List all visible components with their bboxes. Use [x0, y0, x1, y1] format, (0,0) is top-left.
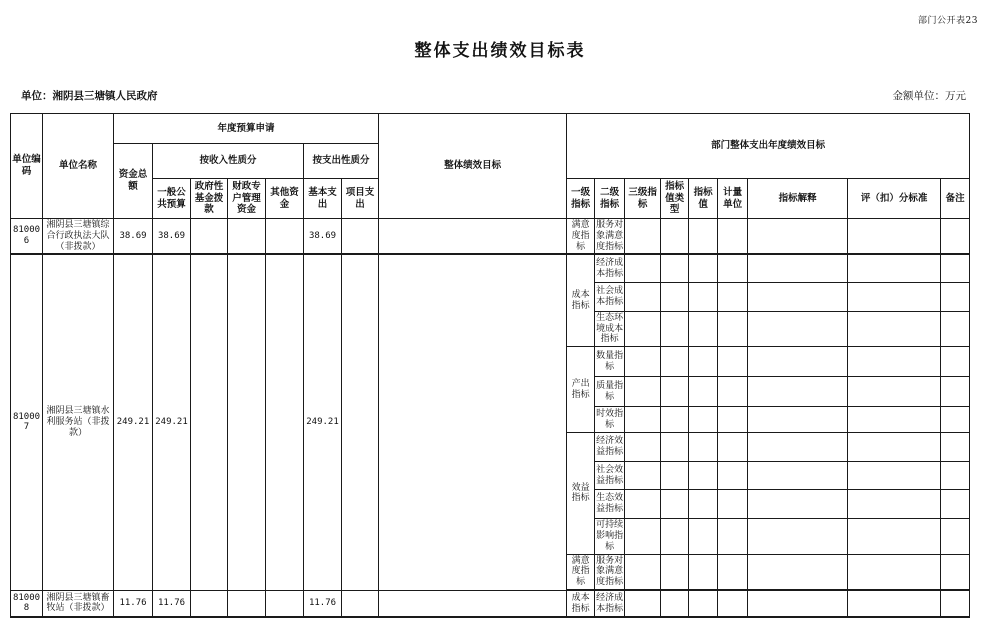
empty-cell: [661, 433, 689, 462]
amount-unit-label: 金额单位：万元: [892, 90, 966, 102]
page-title: 整体支出绩效目标表: [414, 41, 586, 61]
cell-level2-indicator: 经济效益指标: [595, 433, 625, 462]
cell-level1-indicator: 成本指标: [567, 254, 595, 346]
empty-cell: [661, 490, 689, 519]
col-header-measure-unit: 计量单位: [718, 179, 748, 219]
col-header-general-public-budget: 一般公共预算: [153, 179, 191, 219]
empty-cell: [661, 311, 689, 346]
empty-cell: [625, 219, 661, 255]
cell-unit-name: 湘阴县三塘镇畜牧站（非拨款）: [43, 590, 114, 617]
cell-basic-expenditure: 249.21: [304, 254, 342, 590]
empty-cell: [718, 407, 748, 433]
empty-cell: [941, 407, 970, 433]
empty-cell: [941, 462, 970, 490]
performance-target-table: [10, 113, 970, 618]
cell-unit-code: 810006: [11, 219, 43, 255]
empty-cell: [689, 254, 718, 282]
empty-cell: [689, 433, 718, 462]
cell-level2-indicator: 服务对象满意度指标: [595, 554, 625, 590]
cell-unit-code: 810008: [11, 590, 43, 617]
cell-level2-indicator: 可持续影响指标: [595, 519, 625, 554]
col-header-basic-expenditure: 基本支出: [304, 179, 342, 219]
empty-cell: [718, 219, 748, 255]
col-header-by-expense-nature: 按支出性质分: [304, 144, 379, 179]
cell-level2-indicator: 质量指标: [595, 377, 625, 407]
empty-cell: [689, 490, 718, 519]
cell-level2-indicator: 数量指标: [595, 347, 625, 377]
cell-total-funds: 38.69: [114, 219, 153, 255]
cell-general-public-budget: 11.76: [153, 590, 191, 617]
col-header-level3-indicator: 三级指标: [625, 179, 661, 219]
empty-cell: [228, 254, 266, 590]
empty-cell: [748, 282, 848, 311]
col-header-other-funds: 其他资金: [266, 179, 304, 219]
empty-cell: [941, 219, 970, 255]
empty-cell: [748, 407, 848, 433]
cell-level1-indicator: 产出指标: [567, 347, 595, 433]
empty-cell: [689, 219, 718, 255]
empty-cell: [342, 219, 379, 255]
col-header-overall-perf-target: 整体绩效目标: [379, 114, 567, 219]
empty-cell: [661, 282, 689, 311]
empty-cell: [848, 219, 941, 255]
empty-cell: [748, 377, 848, 407]
empty-cell: [941, 490, 970, 519]
empty-cell: [941, 311, 970, 346]
cell-level1-indicator: 满意度指标: [567, 554, 595, 590]
empty-cell: [848, 433, 941, 462]
empty-cell: [748, 462, 848, 490]
empty-cell: [848, 590, 941, 617]
empty-cell: [661, 347, 689, 377]
empty-cell: [848, 282, 941, 311]
cell-total-funds: 11.76: [114, 590, 153, 617]
unit-label: 单位：湘阴县三塘镇人民政府: [21, 90, 158, 102]
empty-cell: [625, 377, 661, 407]
empty-cell: [625, 519, 661, 554]
cell-level1-indicator: 满意度指标: [567, 219, 595, 255]
empty-cell: [718, 347, 748, 377]
col-header-fiscal-account-funds: 财政专户管理资金: [228, 179, 266, 219]
empty-cell: [718, 554, 748, 590]
empty-cell: [661, 519, 689, 554]
empty-cell: [941, 254, 970, 282]
empty-cell: [941, 519, 970, 554]
cell-general-public-budget: 38.69: [153, 219, 191, 255]
empty-cell: [941, 282, 970, 311]
cell-unit-code: 810007: [11, 254, 43, 590]
doc-ref-label: 部门公开表23: [918, 16, 978, 26]
empty-cell: [342, 254, 379, 590]
col-header-by-income-nature: 按收入性质分: [153, 144, 304, 179]
empty-cell: [625, 433, 661, 462]
col-header-score-standard: 评（扣）分标准: [848, 179, 941, 219]
empty-cell: [625, 490, 661, 519]
empty-cell: [661, 377, 689, 407]
empty-cell: [625, 554, 661, 590]
cell-level2-indicator: 服务对象满意度指标: [595, 219, 625, 255]
empty-cell: [625, 347, 661, 377]
empty-cell: [748, 254, 848, 282]
empty-cell: [661, 590, 689, 617]
col-header-unit-code: 单位编码: [11, 114, 43, 219]
empty-cell: [625, 590, 661, 617]
cell-level2-indicator: 生态环境成本指标: [595, 311, 625, 346]
empty-cell: [848, 490, 941, 519]
cell-overall-perf-target: [379, 254, 567, 590]
empty-cell: [661, 254, 689, 282]
empty-cell: [748, 554, 848, 590]
empty-cell: [748, 433, 848, 462]
col-header-unit-name: 单位名称: [43, 114, 114, 219]
cell-overall-perf-target: [379, 219, 567, 255]
empty-cell: [941, 433, 970, 462]
cell-level2-indicator: 生态效益指标: [595, 490, 625, 519]
cell-level2-indicator: 社会成本指标: [595, 282, 625, 311]
empty-cell: [689, 407, 718, 433]
empty-cell: [342, 590, 379, 617]
cell-basic-expenditure: 38.69: [304, 219, 342, 255]
cell-general-public-budget: 249.21: [153, 254, 191, 590]
empty-cell: [718, 377, 748, 407]
empty-cell: [718, 590, 748, 617]
cell-level1-indicator: 效益指标: [567, 433, 595, 554]
empty-cell: [661, 407, 689, 433]
cell-basic-expenditure: 11.76: [304, 590, 342, 617]
empty-cell: [848, 311, 941, 346]
empty-cell: [689, 462, 718, 490]
col-header-indicator-explain: 指标解释: [748, 179, 848, 219]
empty-cell: [718, 490, 748, 519]
cell-level1-indicator: 成本指标: [567, 590, 595, 617]
col-header-remark: 备注: [941, 179, 970, 219]
empty-cell: [848, 347, 941, 377]
col-header-level2-indicator: 二级指标: [595, 179, 625, 219]
empty-cell: [689, 377, 718, 407]
cell-unit-name: 湘阴县三塘镇水利服务站（非拨款）: [43, 254, 114, 590]
empty-cell: [941, 347, 970, 377]
empty-cell: [848, 407, 941, 433]
empty-cell: [689, 519, 718, 554]
empty-cell: [848, 462, 941, 490]
empty-cell: [718, 311, 748, 346]
empty-cell: [689, 282, 718, 311]
empty-cell: [941, 377, 970, 407]
empty-cell: [941, 554, 970, 590]
col-header-indicator-value: 指标值: [689, 179, 718, 219]
col-header-indicator-value-type: 指标值类型: [661, 179, 689, 219]
empty-cell: [718, 462, 748, 490]
empty-cell: [718, 254, 748, 282]
empty-cell: [625, 407, 661, 433]
cell-level2-indicator: 经济成本指标: [595, 254, 625, 282]
empty-cell: [661, 462, 689, 490]
col-header-annual-budget-request: 年度预算申请: [114, 114, 379, 144]
empty-cell: [748, 347, 848, 377]
empty-cell: [848, 519, 941, 554]
empty-cell: [625, 254, 661, 282]
empty-cell: [848, 377, 941, 407]
empty-cell: [191, 219, 228, 255]
empty-cell: [718, 282, 748, 311]
empty-cell: [661, 219, 689, 255]
empty-cell: [625, 462, 661, 490]
empty-cell: [689, 590, 718, 617]
col-header-dept-annual-perf-target: 部门整体支出年度绩效目标: [567, 114, 970, 179]
col-header-total-funds: 资金总额: [114, 144, 153, 219]
empty-cell: [748, 590, 848, 617]
empty-cell: [228, 590, 266, 617]
cell-total-funds: 249.21: [114, 254, 153, 590]
empty-cell: [266, 590, 304, 617]
empty-cell: [748, 519, 848, 554]
cell-level2-indicator: 时效指标: [595, 407, 625, 433]
cell-overall-perf-target: [379, 590, 567, 617]
empty-cell: [689, 347, 718, 377]
empty-cell: [941, 590, 970, 617]
empty-cell: [748, 219, 848, 255]
empty-cell: [848, 254, 941, 282]
empty-cell: [718, 519, 748, 554]
empty-cell: [748, 311, 848, 346]
empty-cell: [661, 554, 689, 590]
empty-cell: [625, 282, 661, 311]
cell-level2-indicator: 经济成本指标: [595, 590, 625, 617]
empty-cell: [689, 554, 718, 590]
empty-cell: [266, 254, 304, 590]
empty-cell: [266, 219, 304, 255]
cell-unit-name: 湘阴县三塘镇综合行政执法大队（非拨款）: [43, 219, 114, 255]
col-header-gov-fund-grant: 政府性基金拨款: [191, 179, 228, 219]
empty-cell: [625, 311, 661, 346]
empty-cell: [191, 254, 228, 590]
empty-cell: [748, 490, 848, 519]
empty-cell: [718, 433, 748, 462]
cell-level2-indicator: 社会效益指标: [595, 462, 625, 490]
col-header-project-expenditure: 项目支出: [342, 179, 379, 219]
empty-cell: [848, 554, 941, 590]
col-header-level1-indicator: 一级指标: [567, 179, 595, 219]
empty-cell: [689, 311, 718, 346]
empty-cell: [228, 219, 266, 255]
empty-cell: [191, 590, 228, 617]
